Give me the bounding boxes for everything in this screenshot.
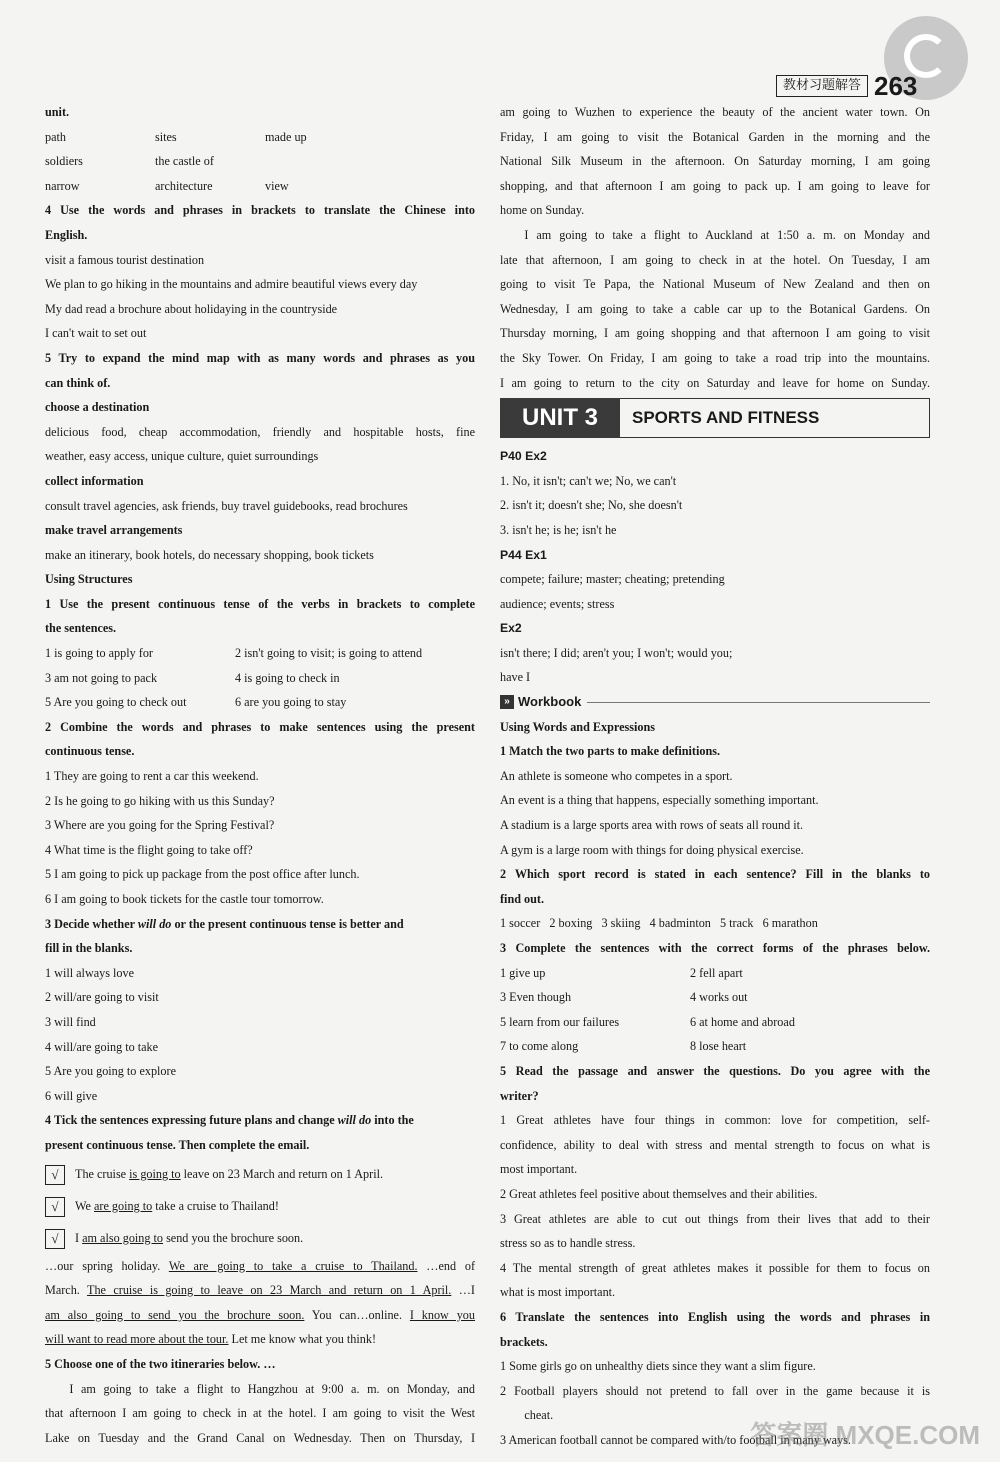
page-header bbox=[776, 70, 918, 101]
answer-row: 5 Are you going to check out 6 are you going to stay bbox=[45, 695, 347, 710]
email-line: am also going to send you the brochure soon. You can…online. I know you bbox=[45, 1307, 475, 1322]
answer-line: make an itinerary, book hotels, do necessary shopping, book tickets bbox=[45, 547, 374, 562]
paragraph-line: am going to Wuzhen to experience the beauty of the ancient water town. On bbox=[500, 105, 930, 119]
paragraph-line: late that afternoon, I am going to check in at the hotel. On Tuesday, I am bbox=[500, 252, 930, 267]
answer-line: 2 will/are going to visit bbox=[45, 990, 159, 1005]
paragraph-line: I am going to return to the city on Saturday and leave for home on Sunday. bbox=[500, 375, 930, 390]
answer-line: compete; failure; master; cheating; pretending bbox=[500, 572, 725, 587]
answer-line: We plan to go hiking in the mountains and admire beautiful views every day bbox=[45, 277, 418, 292]
exercise-ref: Ex2 bbox=[500, 621, 522, 636]
check-icon: √ bbox=[45, 1197, 65, 1217]
answer-line: 5 Are you going to explore bbox=[45, 1064, 176, 1079]
question-title: 1 Use the present continuous tense of the verbs in brackets to complete bbox=[45, 596, 475, 611]
answer-line: 1 Great athletes have four things in common: love for competition, self- bbox=[500, 1113, 930, 1128]
paragraph-line: Friday, I am going to visit the Botanical Garden in the morning and the bbox=[500, 129, 930, 144]
answer-line: audience; events; stress bbox=[500, 596, 615, 611]
answer-line: 1 Some girls go on unhealthy diets since they want a slim figure. bbox=[500, 1359, 816, 1374]
page-ref: P40 Ex2 bbox=[500, 449, 547, 464]
question-title: 3 Decide whether will do or the present continuous tense is better and bbox=[45, 916, 404, 931]
answer-line: stress so as to handle stress. bbox=[500, 1236, 636, 1251]
unit-tag: UNIT 3 bbox=[500, 398, 620, 438]
check-icon: √ bbox=[45, 1229, 65, 1249]
answer-line: 1. No, it isn't; can't we; No, we can't bbox=[500, 473, 677, 488]
tick-sentence: √ I am also going to send you the brochure soon. bbox=[45, 1222, 475, 1254]
answer-line: An athlete is someone who competes in a sport. bbox=[500, 768, 733, 783]
paragraph-line: I am going to take a flight to Auckland at 1:50 a. m. on Monday and bbox=[524, 227, 930, 242]
question-title: 1 Match the two parts to make definitions. bbox=[500, 744, 721, 759]
answer-line: A stadium is a large sports area with rows of seats all round it. bbox=[500, 818, 804, 833]
question-title: can think of. bbox=[45, 375, 111, 390]
answer-line: 1 will always love bbox=[45, 965, 135, 980]
answer-line: weather, easy access, unique culture, quiet surroundings bbox=[45, 449, 319, 464]
right-column bbox=[500, 100, 930, 1452]
answer-line: most important. bbox=[500, 1162, 578, 1177]
unit-banner bbox=[500, 398, 930, 438]
email-line: …our spring holiday. We are going to take a cruise to Thailand. …end of bbox=[45, 1258, 475, 1273]
answer-row: 3 Even though 4 works out bbox=[500, 990, 748, 1005]
answer-line: 3 American football cannot be compared with/to football in many ways. bbox=[500, 1432, 851, 1447]
answer-line: My dad read a brochure about holidaying in the countryside bbox=[45, 301, 338, 316]
answer-line: 2 Great athletes feel positive about themselves and their abilities. bbox=[500, 1186, 818, 1201]
paragraph-line: home on Sunday. bbox=[500, 203, 585, 218]
answer-line: cheat. bbox=[524, 1408, 554, 1423]
answer-row: 1 give up 2 fell apart bbox=[500, 965, 743, 980]
answer-row: 7 to come along 8 lose heart bbox=[500, 1039, 747, 1054]
answer-line: what is most important. bbox=[500, 1285, 616, 1300]
words-row: path sites made up bbox=[45, 129, 307, 144]
answer-row: 3 am not going to pack 4 is going to check in bbox=[45, 670, 340, 685]
answer-row: 5 learn from our failures 6 at home and abroad bbox=[500, 1014, 795, 1029]
paragraph-line: shopping, and that afternoon I am going to pack up. I am going to leave for bbox=[500, 178, 930, 193]
answer-line: An event is a thing that happens, especially something important. bbox=[500, 793, 819, 808]
answer-row: 1 is going to apply for 2 isn't going to visit; is going to attend bbox=[45, 646, 423, 661]
question-title: 5 Read the passage and answer the questions. Do you agree with the bbox=[500, 1063, 930, 1078]
section-heading: Using Words and Expressions bbox=[500, 719, 655, 734]
answer-line: confidence, ability to deal with stress and mental strength to focus on what is bbox=[500, 1137, 930, 1152]
subheading: make travel arrangements bbox=[45, 523, 183, 538]
question-title: brackets. bbox=[500, 1334, 548, 1349]
question-title: the sentences. bbox=[45, 621, 117, 636]
question-title: 5 Try to expand the mind map with as many words and phrases as you bbox=[45, 350, 475, 365]
words-row: narrow architecture view bbox=[45, 178, 289, 193]
answer-line: have I bbox=[500, 670, 531, 685]
email-line: March. The cruise is going to leave on 23 March and return on 1 April. …I bbox=[45, 1283, 475, 1298]
workbook-heading: » Workbook bbox=[500, 690, 930, 715]
answer-line: 3 Where are you going for the Spring Festival? bbox=[45, 818, 275, 833]
page-ref: P44 Ex1 bbox=[500, 547, 547, 562]
answer-line: I can't wait to set out bbox=[45, 326, 147, 341]
question-title: continuous tense. bbox=[45, 744, 135, 759]
question-title: fill in the blanks. bbox=[45, 941, 133, 956]
answer-line: A gym is a large room with things for doing physical exercise. bbox=[500, 842, 804, 857]
paragraph-line: going to visit Te Papa, the National Museum of New Zealand and then on bbox=[500, 277, 930, 292]
paragraph-line: Wednesday, I am going to take a cable car up to the Botanical Gardens. On bbox=[500, 301, 930, 316]
question-title: 4 Tick the sentences expressing future plans and change will do into the bbox=[45, 1113, 414, 1128]
question-title: 2 Which sport record is stated in each sentence? Fill in the blanks to bbox=[500, 867, 930, 882]
answer-line: 3 Great athletes are able to cut out things from their lives that add to their bbox=[500, 1211, 930, 1226]
question-title: present continuous tense. Then complete the email. bbox=[45, 1137, 310, 1152]
check-icon: √ bbox=[45, 1165, 65, 1185]
tick-sentence: √ The cruise is going to leave on 23 March and return on 1 April. bbox=[45, 1158, 475, 1190]
question-title: writer? bbox=[500, 1088, 539, 1103]
section-label: 教材习题解答 bbox=[776, 75, 868, 97]
answer-line: 4 will/are going to take bbox=[45, 1039, 159, 1054]
answer-line: consult travel agencies, ask friends, buy travel guidebooks, read brochures bbox=[45, 498, 408, 513]
section-heading: Using Structures bbox=[45, 572, 133, 587]
paragraph-line: Thursday morning, I am going shopping and that afternoon I am going to visit bbox=[500, 326, 930, 341]
answer-line: 1 They are going to rent a car this weekend. bbox=[45, 769, 259, 784]
answer-line: visit a famous tourist destination bbox=[45, 252, 205, 267]
unit-word: unit. bbox=[45, 105, 70, 119]
answer-line: 1 soccer 2 boxing 3 skiing 4 badminton 5 track 6 marathon bbox=[500, 916, 818, 931]
unit-title: SPORTS AND FITNESS bbox=[620, 398, 930, 438]
question-title: 4 Use the words and phrases in brackets to translate the Chinese into bbox=[45, 203, 475, 218]
question-title: 3 Complete the sentences with the correct forms of the phrases below. bbox=[500, 941, 930, 955]
answer-line: 2. isn't it; doesn't she; No, she doesn't bbox=[500, 498, 683, 513]
paragraph-line: I am going to take a flight to Hangzhou at 9:00 a. m. on Monday, and bbox=[69, 1381, 475, 1396]
page-number: 263 bbox=[874, 70, 918, 101]
left-column bbox=[45, 100, 475, 1450]
double-arrow-icon: » bbox=[500, 695, 514, 709]
watermark: 答案圈 MXQE.COM bbox=[750, 1420, 980, 1450]
answer-line: 6 I am going to book tickets for the castle tour tomorrow. bbox=[45, 892, 324, 906]
tick-sentence: √ We are going to take a cruise to Thailand! bbox=[45, 1190, 475, 1222]
question-title: 2 Combine the words and phrases to make sentences using the present bbox=[45, 719, 475, 734]
question-title: 6 Translate the sentences into English using the words and phrases in bbox=[500, 1309, 930, 1324]
question-title: 5 Choose one of the two itineraries below. … bbox=[45, 1356, 276, 1371]
answer-line: 2 Is he going to go hiking with us this Sunday? bbox=[45, 793, 275, 808]
question-title: find out. bbox=[500, 891, 545, 906]
paragraph-line: that afternoon I am going to check in at the hotel. I am going to visit the West bbox=[45, 1406, 475, 1421]
answer-line: 3 will find bbox=[45, 1014, 96, 1029]
answer-line: 4 What time is the flight going to take off? bbox=[45, 842, 253, 857]
answer-line: 5 I am going to pick up package from the post office after lunch. bbox=[45, 867, 360, 882]
paragraph-line: the Sky Tower. On Friday, I am going to take a road trip into the mountains. bbox=[500, 350, 930, 365]
answer-line: isn't there; I did; aren't you; I won't; would you; bbox=[500, 645, 733, 660]
answer-line: 3. isn't he; is he; isn't he bbox=[500, 522, 617, 537]
answer-line: 6 will give bbox=[45, 1088, 98, 1103]
paragraph-line: National Silk Museum in the afternoon. On Saturday morning, I am going bbox=[500, 154, 930, 169]
paragraph-line: Lake on Tuesday and the Grand Canal on Wednesday. Then on Thursday, I bbox=[45, 1430, 475, 1445]
answer-line: 2 Football players should not pretend to fall over in the game because it is bbox=[500, 1383, 930, 1398]
answer-line: 4 The mental strength of great athletes makes it possible for them to focus on bbox=[500, 1260, 930, 1275]
subheading: choose a destination bbox=[45, 400, 150, 415]
question-title: English. bbox=[45, 227, 88, 242]
answer-line: delicious food, cheap accommodation, friendly and hospitable hosts, fine bbox=[45, 424, 475, 439]
subheading: collect information bbox=[45, 473, 144, 488]
words-row: soldiers the castle of bbox=[45, 154, 214, 169]
email-line: will want to read more about the tour. Let me know what you think! bbox=[45, 1332, 377, 1347]
